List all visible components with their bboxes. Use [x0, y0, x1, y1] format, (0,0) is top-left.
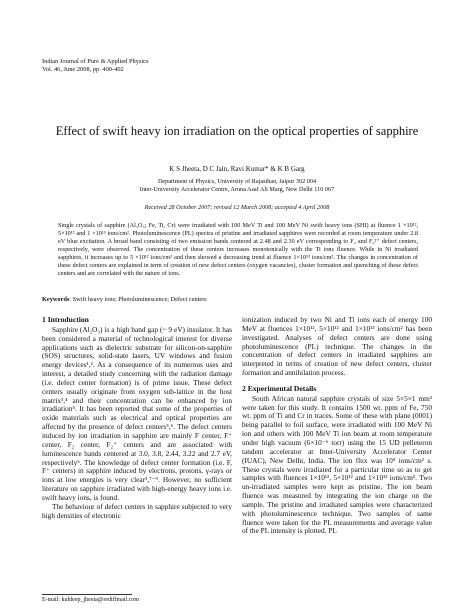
keywords-text: : Swift heavy ions; Photoluminescence; Defect centers	[69, 296, 207, 303]
keywords-label: Keywords	[42, 296, 70, 303]
abstract: Single crystals of sapphire (Al₂O₃; Fe, Ti, Cr) were irradiated with 100 MeV Ti and 100 MeV Ni swift heavy ions (SHI) at fluence 1 ×10¹², 5×10¹² and 1 ×10¹³ ions/cm². Photoluminescence (PL) spectra of pristine and irradiated sapphires were recorded at room temperature under 2.8 eV blue excitation. A broad band consisting of two emission bands centered at 2.48 and 2.30 eV corresponding to F₂ and F₂²⁺ defect centers, respectively, were observed. The concentration of these centers increases monotonically with the Ti ions fluence. While in Ni irradiated sapphires, it increases up to 5 ×10¹² ions/cm² and then showed a decreasing trend at fluence 1×10¹³ ions/cm². The changes in concentration of these defect centers are explained in term of creation of new defect centers (oxygen vacancies), cluster formation and quenching of these defect centers and are correlated with the nature of ions.	[58, 222, 418, 278]
authors: K S Jheeta, D C Jain, Ravi Kumar* & K B Garg	[169, 165, 305, 173]
footnote-divider	[42, 594, 132, 595]
affiliations	[60, 178, 414, 194]
journal-volume: Vol. 46, June 2008, pp. 400-402	[42, 66, 124, 73]
introduction-heading: 1 Introduction	[42, 315, 89, 324]
experimental-paragraph: South African natural sapphire crystals of size 5×5×1 mm³ were taken for this study. It contains 1500 wt. ppm of Fe, 750 wt. ppm of Ti and Cr in traces. Some of these with plane (0001) being parallel to foil surface, were irradiated with 100 MeV Ni ion and others with 100 MeV Ti ion beam at room temperature under high vacuum (6×10⁻⁶ torr) using the 15 UD pelleteron tandem accelerator at Inter-University Accelerator Center (IUAC), New Delhi, India. The ion flux was 10⁹ ions/cm² s. These crystals were irradiated for a particular time so as to get samples with fluences 1×10¹², 5×10¹² and 1×10¹³ ions/cm². Two un-irradiated samples were kept as pristine. The ion beam fluence was measured by integrating the ion charge on the sample. The pristine and irradiated samples were characterized with photoluminescence technique. Two samples of same fluence were taken for the PL measurements and average value of the PL intensity is plotted. PL	[242, 393, 432, 536]
introduction-paragraph-1: Sapphire (Al₂O₃) is a high band gap (~ 9 eV) insulator. It has been considered a material of technological interest for diverse applications such as dielectric substrate for silicon-on-sapphire (SOS) structures, solid-state lasers, UV windows and fusion energy devices¹,². As a consequence of its numerous uses and interest, a detailed study concerning with the radiation damage (i.e. defect center formation) is of prime issue. These defect centers usually originate from oxygen sub-lattice in the host matrix³,⁴ and their concentration can be enhanced by ion irradiation⁵. It has been reported that some of the properties of oxide materials such as electrical and optical properties are affected by the presence of defect centers⁵,⁶. The defect centers induced by ion irradiation in sapphire are mainly F center, F⁺ center, F₂ center, F₂⁺ centers and are associated with luminescence bands centered at 3.0, 3.8, 2.44, 3.22 and 2.7 eV, respectively⁵. The knowledge of defect center formation (i.e. F, F⁺ centers) in sapphire induced by electrons, protons, γ-rays or ions at low energies is very clear³,⁷⁻⁹. However, no sufficient literature on sapphire irradiated with high-energy heavy ions i.e. swift heavy ions, is found.	[42, 324, 232, 502]
experimental-heading: 2 Experimental Details	[242, 383, 317, 393]
affiliation-1: Department of Physics, University of Rajasthan, Jaipur 302 004	[157, 178, 317, 185]
right-column	[242, 316, 432, 536]
left-column	[42, 316, 232, 520]
paper-title: Effect of swift heavy ion irradiation on the optical properties of sapphire	[55, 124, 419, 138]
journal-header	[42, 58, 149, 74]
received-dates: Received 28 October 2007; revised 12 March 2008; accepted 4 April 2008	[144, 204, 330, 211]
journal-name: Indian Journal of Pure & Applied Physics	[42, 58, 149, 65]
affiliation-2: Inter-University Accelerator Centre, Aruna Asaf Ali Marg, New Delhi 110 067	[139, 186, 335, 193]
keywords	[42, 296, 432, 303]
footnote-email: E-mail: kuldeep_jheeta@rediffmail.com	[42, 597, 140, 603]
introduction-continuation: ionization induced by two Ni and Ti ions each of energy 100 MeV at fluences 1×10¹², 5×10¹² and 1×10¹³ ions/cm² has been investigated. Analyses of defect centers are done using photoluminescence (PL) technique. The changes in the concentration of defect centers in irradiated sapphires are interpreted in terms of creation of new defect centers, cluster formation and annihilation process.	[242, 315, 432, 378]
introduction-paragraph-2: The behaviour of defect centers in sapphire subjected to very high densities of electronic	[42, 501, 232, 520]
